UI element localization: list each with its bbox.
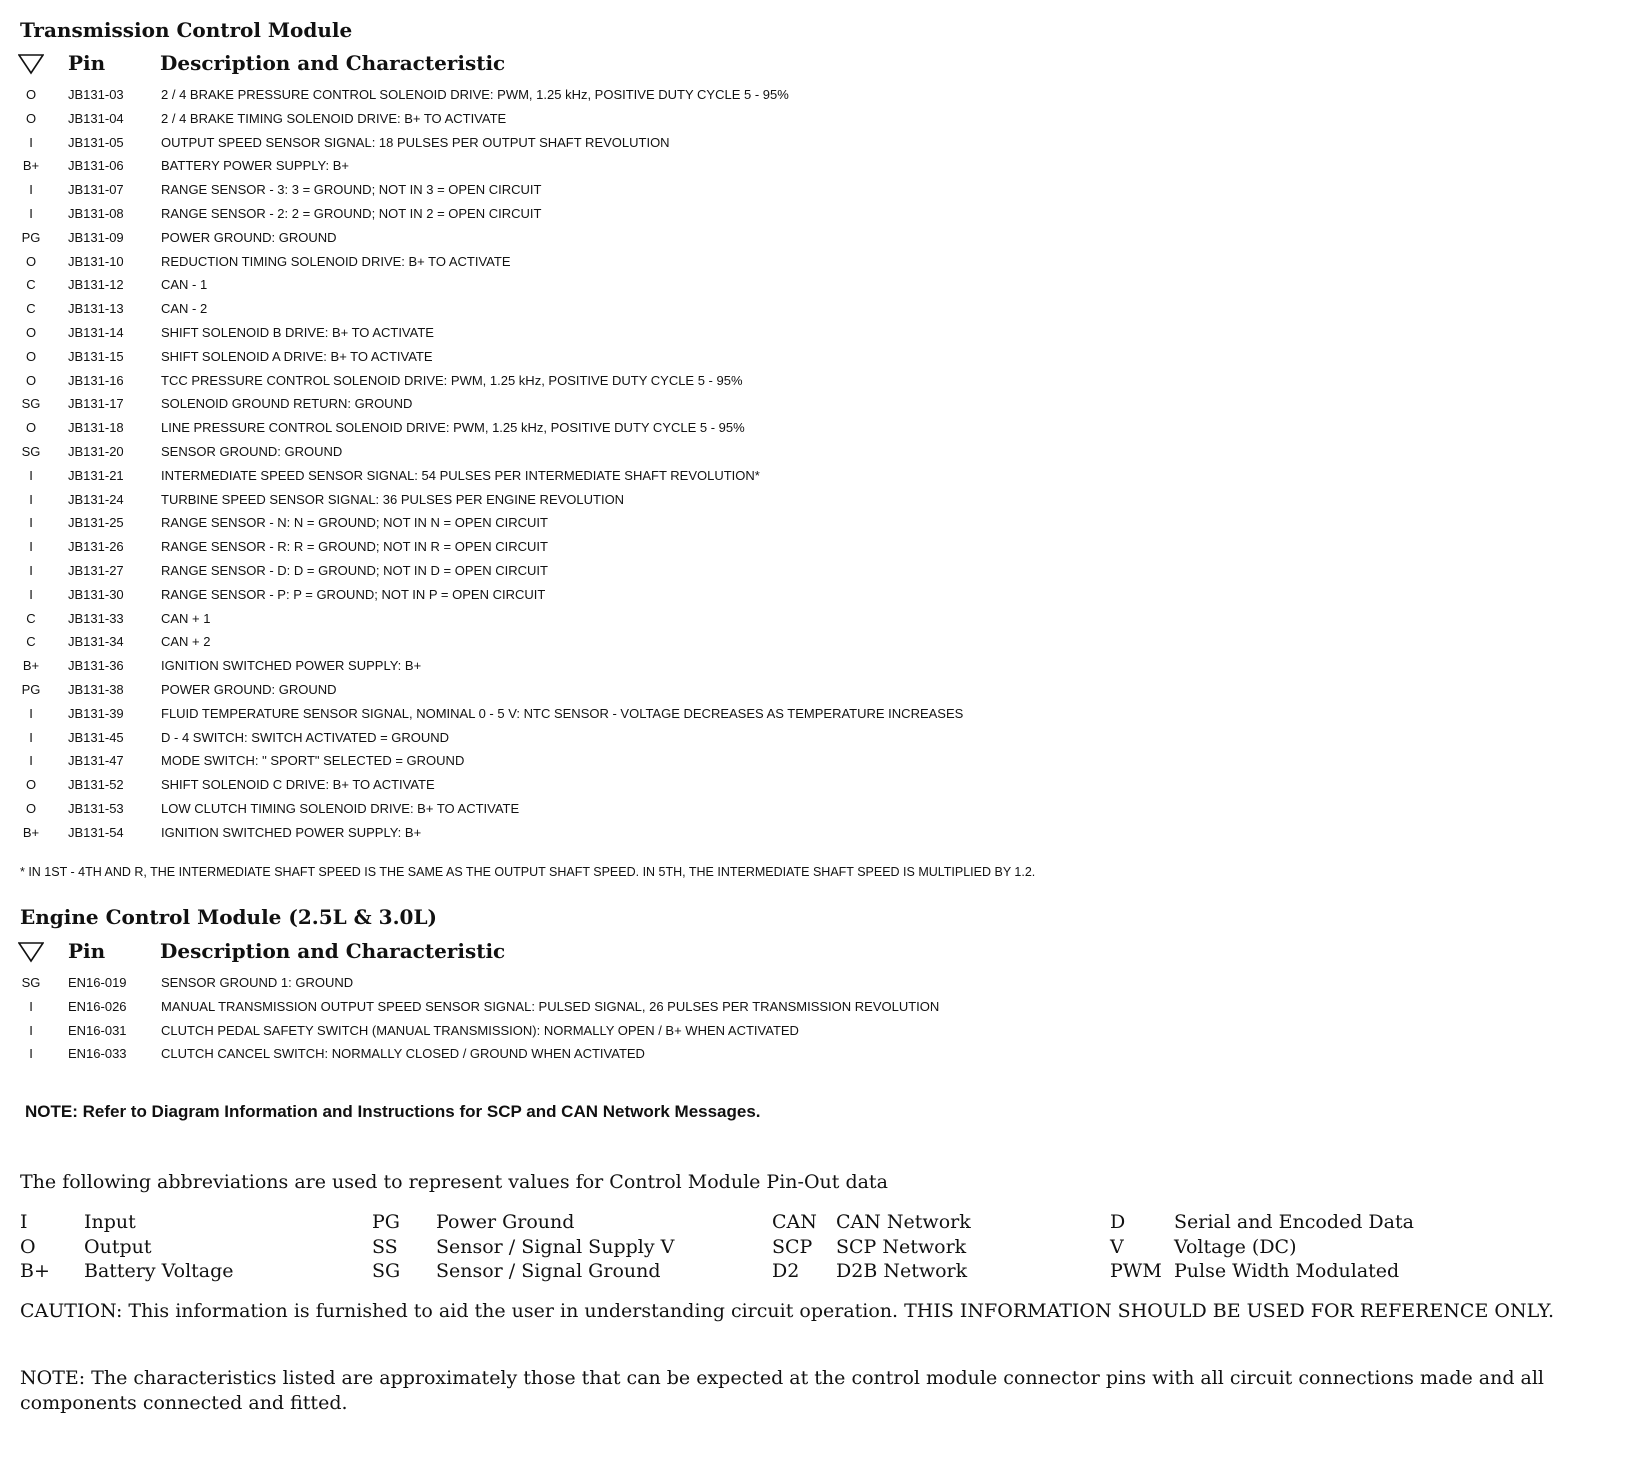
signal-type: O xyxy=(25,800,37,816)
pin-description: SHIFT SOLENOID A DRIVE: B+ TO ACTIVATE xyxy=(161,348,433,364)
pin-description: CAN + 1 xyxy=(161,610,211,626)
signal-type: I xyxy=(29,491,33,507)
abbreviations-intro: The following abbreviations are used to represent values for Control Module Pin-Out data xyxy=(20,1171,888,1193)
pin-id: JB131-20 xyxy=(68,443,124,459)
pin-row xyxy=(0,131,1200,155)
signal-type: I xyxy=(29,586,33,602)
pin-description: SENSOR GROUND: GROUND xyxy=(161,443,343,459)
pin-row xyxy=(0,773,1200,797)
abbreviation-entry xyxy=(772,1259,1102,1284)
signal-type: O xyxy=(25,777,37,793)
signal-type: I xyxy=(29,182,33,198)
pin-description: RANGE SENSOR - R: R = GROUND; NOT IN R = OPEN CIRCUIT xyxy=(161,539,548,555)
abbreviation-code: D xyxy=(1110,1211,1126,1233)
pin-description: SHIFT SOLENOID B DRIVE: B+ TO ACTIVATE xyxy=(161,324,434,340)
pin-description: SOLENOID GROUND RETURN: GROUND xyxy=(161,396,413,412)
pin-row xyxy=(0,83,1200,107)
pin-description: 2 / 4 BRAKE TIMING SOLENOID DRIVE: B+ TO ACTIVATE xyxy=(161,110,507,126)
pin-row xyxy=(0,821,1200,845)
pin-row xyxy=(0,749,1200,773)
abbreviation-entry xyxy=(772,1210,1102,1235)
pin-row xyxy=(0,345,1200,369)
abbreviation-meaning: Battery Voltage xyxy=(84,1260,234,1282)
pin-description: OUTPUT SPEED SENSOR SIGNAL: 18 PULSES PER OUTPUT SHAFT REVOLUTION xyxy=(161,134,670,150)
tcm-column-header xyxy=(18,51,1118,79)
pin-row xyxy=(0,154,1200,178)
pin-row xyxy=(0,226,1200,250)
pin-id: JB131-09 xyxy=(68,229,124,245)
abbreviation-meaning: Pulse Width Modulated xyxy=(1174,1260,1400,1282)
pin-row xyxy=(0,797,1200,821)
abbreviation-entry xyxy=(1110,1210,1440,1235)
pin-id: JB131-39 xyxy=(68,705,124,721)
signal-type: I xyxy=(29,205,33,221)
pin-id: JB131-12 xyxy=(68,277,124,293)
abbreviation-code: SG xyxy=(372,1260,401,1282)
pin-row xyxy=(0,607,1200,631)
pin-description: POWER GROUND: GROUND xyxy=(161,229,337,245)
pin-row xyxy=(0,971,1200,995)
abbreviation-entry xyxy=(372,1259,702,1284)
signal-type: O xyxy=(25,324,37,340)
pin-row xyxy=(0,488,1200,512)
abbreviation-code: PWM xyxy=(1110,1260,1162,1282)
abbreviation-entry xyxy=(372,1235,702,1260)
pin-id: JB131-15 xyxy=(68,348,124,364)
pin-id: JB131-06 xyxy=(68,158,124,174)
pin-row xyxy=(0,250,1200,274)
pin-row xyxy=(0,726,1200,750)
pin-row xyxy=(0,178,1200,202)
abbreviation-code: SCP xyxy=(772,1235,813,1258)
characteristics-note: NOTE: The characteristics listed are approximately those that can be expected at the control module connector pins with all circuit connections made and all components connected and fitted. xyxy=(20,1367,1545,1414)
signal-direction-icon xyxy=(18,53,44,75)
abbreviations-legend xyxy=(20,1210,1520,1290)
pin-description: CAN - 2 xyxy=(161,301,208,317)
pin-id: EN16-026 xyxy=(68,998,127,1014)
pin-description: CLUTCH PEDAL SAFETY SWITCH (MANUAL TRANSMISSION): NORMALLY OPEN / B+ WHEN ACTIVATED xyxy=(161,1022,799,1038)
pin-id: JB131-27 xyxy=(68,562,124,578)
abbreviation-meaning: D2B Network xyxy=(836,1260,968,1282)
signal-type: B+ xyxy=(22,658,40,674)
signal-type: O xyxy=(25,420,37,436)
pin-row xyxy=(0,535,1200,559)
caution-text: CAUTION: This information is furnished to aid the user in understanding circuit operation. THIS INFORMATION SHOULD BE USED FOR REFERENCE ONLY. xyxy=(20,1300,1555,1322)
signal-type: C xyxy=(26,301,36,317)
pin-description: TCC PRESSURE CONTROL SOLENOID DRIVE: PWM, 1.25 kHz, POSITIVE DUTY CYCLE 5 - 95% xyxy=(161,372,743,388)
abbreviation-code: V xyxy=(1110,1235,1124,1258)
pin-description: LINE PRESSURE CONTROL SOLENOID DRIVE: PWM, 1.25 kHz, POSITIVE DUTY CYCLE 5 - 95% xyxy=(161,420,745,436)
abbreviation-meaning: Output xyxy=(84,1235,152,1258)
pin-description: 2 / 4 BRAKE PRESSURE CONTROL SOLENOID DRIVE: PWM, 1.25 kHz, POSITIVE DUTY CYCLE 5 - 95% xyxy=(161,87,789,102)
pin-row xyxy=(0,702,1200,726)
signal-type: C xyxy=(26,277,36,293)
abbreviation-code: D2 xyxy=(772,1260,800,1282)
pin-id: JB131-08 xyxy=(68,205,124,221)
signal-type: C xyxy=(26,610,36,626)
abbreviation-entry xyxy=(1110,1259,1440,1284)
pin-row xyxy=(0,630,1200,654)
pin-row xyxy=(0,392,1200,416)
signal-type: O xyxy=(25,372,37,388)
pin-row xyxy=(0,464,1200,488)
abbreviation-meaning: Serial and Encoded Data xyxy=(1174,1211,1414,1233)
pin-id: JB131-21 xyxy=(68,467,124,483)
abbreviation-meaning: Sensor / Signal Ground xyxy=(436,1260,661,1282)
pin-id: JB131-13 xyxy=(68,301,124,317)
signal-type: I xyxy=(29,998,33,1014)
pin-id: JB131-34 xyxy=(68,634,124,650)
abbreviation-code: CAN xyxy=(772,1211,817,1233)
pin-description: BATTERY POWER SUPPLY: B+ xyxy=(161,158,349,174)
pin-id: JB131-07 xyxy=(68,182,124,198)
pin-description: SHIFT SOLENOID C DRIVE: B+ TO ACTIVATE xyxy=(161,777,435,793)
tcm-pin-table xyxy=(0,83,1200,845)
abbreviation-code: O xyxy=(20,1235,36,1258)
signal-direction-icon xyxy=(18,941,44,963)
pin-column-heading: Pin xyxy=(68,939,106,963)
pin-column-heading: Pin xyxy=(68,51,106,75)
pin-id: JB131-45 xyxy=(68,729,124,745)
description-column-heading: Description and Characteristic xyxy=(160,51,506,75)
abbreviation-meaning: CAN Network xyxy=(836,1211,971,1233)
abbreviation-meaning: SCP Network xyxy=(836,1235,967,1258)
pin-row xyxy=(0,1042,1200,1066)
pin-description: POWER GROUND: GROUND xyxy=(161,681,337,697)
pin-id: JB131-17 xyxy=(68,396,124,412)
signal-type: I xyxy=(29,562,33,578)
pin-id: JB131-47 xyxy=(68,753,124,769)
signal-type: B+ xyxy=(22,158,40,174)
tcm-footnote: * IN 1ST - 4TH AND R, THE INTERMEDIATE SHAFT SPEED IS THE SAME AS THE OUTPUT SHAFT SPEED. IN 5TH, THE INTERMEDIATE SHAFT SPEED IS MULTIPLIED BY 1.2. xyxy=(20,865,1036,879)
signal-type: O xyxy=(25,87,37,102)
pin-id: JB131-33 xyxy=(68,610,124,626)
signal-type: SG xyxy=(21,396,41,412)
signal-type: I xyxy=(29,1022,33,1038)
abbreviation-entry xyxy=(20,1259,350,1284)
signal-type: I xyxy=(29,467,33,483)
abbreviation-code: B+ xyxy=(20,1260,50,1282)
abbreviation-code: PG xyxy=(372,1211,400,1233)
pin-description: IGNITION SWITCHED POWER SUPPLY: B+ xyxy=(161,658,422,674)
tcm-title: Transmission Control Module xyxy=(20,18,353,42)
signal-type: O xyxy=(25,253,37,269)
signal-type: PG xyxy=(21,681,41,697)
abbreviation-entry xyxy=(772,1235,1102,1260)
abbreviation-meaning: Input xyxy=(84,1211,136,1233)
pin-row xyxy=(0,107,1200,131)
pin-id: JB131-14 xyxy=(68,324,124,340)
pin-description: REDUCTION TIMING SOLENOID DRIVE: B+ TO ACTIVATE xyxy=(161,253,511,269)
pin-id: JB131-18 xyxy=(68,420,124,436)
pin-row xyxy=(0,202,1200,226)
signal-type: SG xyxy=(21,443,41,459)
pin-id: JB131-10 xyxy=(68,253,124,269)
pin-row xyxy=(0,559,1200,583)
pin-row xyxy=(0,321,1200,345)
ecm-column-header xyxy=(18,939,1118,967)
pin-id: JB131-52 xyxy=(68,777,124,793)
pin-row xyxy=(0,678,1200,702)
abbreviation-entry xyxy=(20,1210,350,1235)
signal-type: I xyxy=(29,705,33,721)
ecm-pin-table xyxy=(0,971,1200,1066)
pin-description: INTERMEDIATE SPEED SENSOR SIGNAL: 54 PULSES PER INTERMEDIATE SHAFT REVOLUTION* xyxy=(161,467,760,483)
signal-type: O xyxy=(25,348,37,364)
abbreviation-meaning: Sensor / Signal Supply V xyxy=(436,1235,675,1258)
pin-id: EN16-031 xyxy=(68,1022,127,1038)
signal-type: I xyxy=(29,539,33,555)
abbreviation-meaning: Power Ground xyxy=(436,1211,575,1233)
pin-row xyxy=(0,654,1200,678)
pin-description: CAN + 2 xyxy=(161,634,211,650)
pin-row xyxy=(0,297,1200,321)
pin-description: SENSOR GROUND 1: GROUND xyxy=(161,975,354,990)
pin-row xyxy=(0,440,1200,464)
abbreviation-entry xyxy=(372,1210,702,1235)
pin-id: JB131-05 xyxy=(68,134,124,150)
network-note: NOTE: Refer to Diagram Information and Instructions for SCP and CAN Network Messages. xyxy=(25,1102,761,1121)
pin-description: RANGE SENSOR - P: P = GROUND; NOT IN P = OPEN CIRCUIT xyxy=(161,586,546,602)
pin-row xyxy=(0,583,1200,607)
pin-description: D - 4 SWITCH: SWITCH ACTIVATED = GROUND xyxy=(161,729,450,745)
signal-type: I xyxy=(29,1046,33,1062)
abbreviation-code: SS xyxy=(372,1235,398,1258)
pin-id: EN16-033 xyxy=(68,1046,127,1062)
signal-type: I xyxy=(29,753,33,769)
pin-description: RANGE SENSOR - D: D = GROUND; NOT IN D = OPEN CIRCUIT xyxy=(161,562,548,578)
signal-type: PG xyxy=(21,229,41,245)
description-column-heading: Description and Characteristic xyxy=(160,939,506,963)
pin-description: FLUID TEMPERATURE SENSOR SIGNAL, NOMINAL 0 - 5 V: NTC SENSOR - VOLTAGE DECREASES AS TEMPERATURE INCREASES xyxy=(161,705,964,721)
pin-id: JB131-25 xyxy=(68,515,124,531)
pin-id: JB131-03 xyxy=(68,87,124,102)
pin-row xyxy=(0,416,1200,440)
abbreviation-meaning: Voltage (DC) xyxy=(1174,1235,1297,1258)
abbreviation-code: I xyxy=(20,1211,28,1233)
pin-id: JB131-36 xyxy=(68,658,124,674)
pin-id: JB131-04 xyxy=(68,110,124,126)
pin-id: JB131-26 xyxy=(68,539,124,555)
signal-type: I xyxy=(29,515,33,531)
pin-row xyxy=(0,511,1200,535)
pin-description: RANGE SENSOR - N: N = GROUND; NOT IN N = OPEN CIRCUIT xyxy=(161,515,548,531)
pin-row xyxy=(0,369,1200,393)
pin-description: CLUTCH CANCEL SWITCH: NORMALLY CLOSED / GROUND WHEN ACTIVATED xyxy=(161,1046,645,1062)
pin-id: JB131-16 xyxy=(68,372,124,388)
pin-row xyxy=(0,1019,1200,1043)
pin-description: IGNITION SWITCHED POWER SUPPLY: B+ xyxy=(161,824,422,840)
pin-description: MANUAL TRANSMISSION OUTPUT SPEED SENSOR SIGNAL: PULSED SIGNAL, 26 PULSES PER TRANSMISSION REVOLUTION xyxy=(161,998,940,1014)
signal-type: SG xyxy=(21,975,41,990)
pin-description: RANGE SENSOR - 3: 3 = GROUND; NOT IN 3 = OPEN CIRCUIT xyxy=(161,182,542,198)
pin-id: JB131-54 xyxy=(68,824,124,840)
pin-description: TURBINE SPEED SENSOR SIGNAL: 36 PULSES PER ENGINE REVOLUTION xyxy=(161,491,625,507)
ecm-title: Engine Control Module (2.5L & 3.0L) xyxy=(20,905,437,929)
pin-description: LOW CLUTCH TIMING SOLENOID DRIVE: B+ TO ACTIVATE xyxy=(161,800,520,816)
pin-description: CAN - 1 xyxy=(161,277,208,293)
signal-type: C xyxy=(26,634,36,650)
pin-description: MODE SWITCH: " SPORT" SELECTED = GROUND xyxy=(161,753,465,769)
signal-type: I xyxy=(29,729,33,745)
pin-id: JB131-53 xyxy=(68,800,124,816)
pin-row xyxy=(0,995,1200,1019)
pin-id: JB131-38 xyxy=(68,681,124,697)
pin-id: JB131-24 xyxy=(68,491,124,507)
signal-type: I xyxy=(29,134,33,150)
pin-id: JB131-30 xyxy=(68,586,124,602)
pin-row xyxy=(0,273,1200,297)
abbreviation-entry xyxy=(20,1235,350,1260)
pin-description: RANGE SENSOR - 2: 2 = GROUND; NOT IN 2 = OPEN CIRCUIT xyxy=(161,205,542,221)
signal-type: O xyxy=(25,110,37,126)
signal-type: B+ xyxy=(22,824,40,840)
abbreviation-entry xyxy=(1110,1235,1440,1260)
pin-id: EN16-019 xyxy=(68,975,127,990)
